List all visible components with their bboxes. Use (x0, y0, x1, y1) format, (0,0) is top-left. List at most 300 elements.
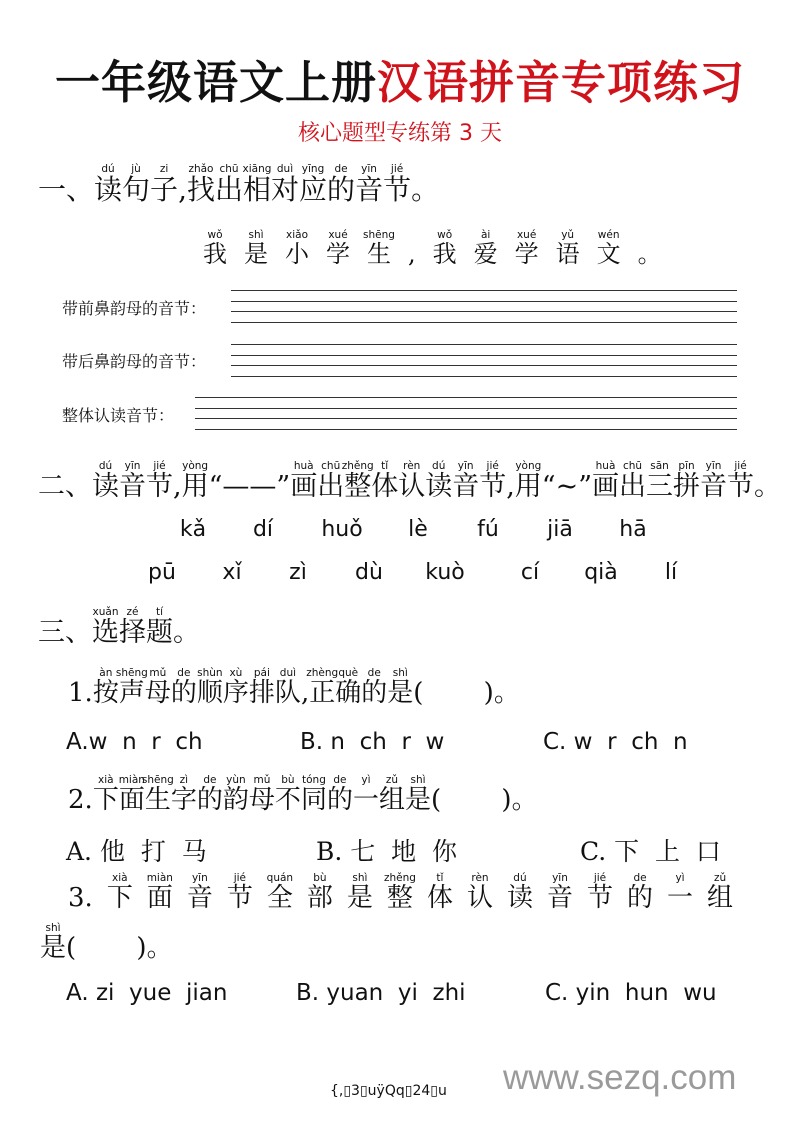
annotated-char (274, 667, 301, 708)
annotated-char (68, 885, 93, 911)
pinyin-annotation: yīng (301, 163, 325, 175)
pinyin-annotation: de (203, 774, 217, 786)
hanzi-text: 的 (327, 173, 356, 206)
hanzi-text: , (178, 173, 187, 206)
q3-option-a[interactable]: A. zi yue jian (66, 980, 228, 1006)
label-whole-syllable: 整体认读音节： (62, 406, 175, 425)
hanzi-text: 应 (299, 173, 328, 206)
annotated-char (299, 163, 328, 206)
pinyin-annotation: xiǎo (286, 229, 308, 241)
hanzi-text: 不 (274, 785, 301, 815)
annotated-char (514, 229, 539, 268)
pinyin-annotation: yīn (361, 163, 377, 175)
hanzi-text: 画 (290, 471, 318, 502)
annotated-char (411, 173, 440, 206)
annotated-char (383, 163, 412, 206)
annotated-char (346, 872, 373, 913)
annotated-char (196, 667, 223, 708)
annotated-char (542, 473, 592, 500)
pinyin-annotation: tóng (302, 774, 326, 786)
q2-option-a[interactable]: A. 他 打 马 (66, 837, 207, 866)
hanzi-text: 音 (355, 173, 384, 206)
annotated-char (673, 460, 701, 502)
annotated-char (92, 460, 119, 502)
writing-line (231, 311, 737, 312)
label-back-nasal: 带后鼻韵母的音节： (62, 352, 207, 371)
hanzi-text: 整 (344, 471, 372, 502)
hanzi-text: 的 (361, 678, 388, 708)
section-3-heading (38, 606, 200, 648)
footer-garbled-text: {,▯3▯uÿQq▯24▯u (330, 1083, 447, 1099)
pinyin-syllable[interactable]: pū (148, 560, 176, 585)
hanzi-text: 的 (196, 785, 223, 815)
pinyin-annotation: ài (480, 229, 491, 241)
annotated-char (92, 774, 119, 815)
annotated-char (638, 242, 662, 266)
pinyin-annotation: xià (98, 774, 114, 786)
hanzi-text: 是 (346, 883, 373, 913)
pinyin-annotation: yùn (226, 774, 246, 786)
q1-option-c[interactable]: C. w r ch n (543, 729, 688, 755)
hanzi-text: 整 (386, 883, 413, 913)
q1-option-a[interactable]: A.w n r ch (66, 729, 203, 755)
annotated-char (727, 460, 755, 502)
hanzi-text: 3. (68, 883, 93, 913)
hanzi-text: 音 (119, 471, 146, 502)
hanzi-text: 部 (306, 883, 333, 913)
pinyin-annotation: wǒ (437, 229, 453, 241)
section-1-heading (38, 163, 440, 206)
pinyin-annotation: tǐ (381, 460, 389, 472)
hanzi-text: 韵 (222, 785, 249, 815)
pinyin-annotation: jié (390, 163, 404, 175)
annotated-char (146, 606, 173, 648)
hanzi-text: 的 (326, 785, 353, 815)
pinyin-annotation: zǔ (713, 872, 727, 884)
annotated-char (222, 667, 249, 708)
hanzi-text: 组 (378, 785, 405, 815)
annotated-char (408, 242, 416, 266)
question-1 (68, 667, 520, 708)
pinyin-annotation: jié (153, 460, 166, 472)
pinyin-annotation: yīn (705, 460, 722, 472)
writing-line (231, 365, 737, 366)
hanzi-text: 读 (92, 471, 119, 502)
annotated-char (426, 872, 453, 913)
annotated-char (361, 667, 388, 708)
writing-line (231, 301, 737, 302)
hanzi-text: 。 (754, 471, 782, 502)
annotated-char (285, 229, 309, 268)
annotated-char (40, 922, 67, 963)
annotated-char (68, 680, 93, 706)
hanzi-text: 。 (637, 240, 662, 268)
pinyin-annotation: bù (281, 774, 295, 786)
pinyin-annotation: jié (486, 460, 499, 472)
annotated-char (248, 667, 275, 708)
annotated-char (466, 872, 493, 913)
pinyin-annotation: quán (266, 872, 294, 884)
pinyin-annotation: chū (622, 460, 643, 472)
hanzi-text: 出 (619, 471, 647, 502)
hanzi-text: 拼 (673, 471, 701, 502)
annotated-char (266, 872, 294, 913)
hanzi-text: 节 (146, 471, 173, 502)
writing-line (231, 344, 737, 345)
pinyin-annotation: huà (293, 460, 314, 472)
pinyin-annotation: yòng (515, 460, 542, 472)
hanzi-text: 音 (452, 471, 480, 502)
pinyin-syllable[interactable]: lí (664, 560, 678, 585)
pinyin-annotation: bù (313, 872, 327, 884)
annotated-char (514, 460, 542, 502)
writing-line (195, 408, 737, 409)
annotated-char (405, 774, 432, 815)
pinyin-annotation: shēng (115, 667, 148, 679)
pinyin-syllable[interactable]: jiā (547, 517, 573, 542)
annotated-char (431, 787, 538, 813)
pinyin-annotation: rèn (403, 460, 421, 472)
pinyin-annotation: huà (595, 460, 616, 472)
hanzi-text: 择 (119, 617, 146, 648)
pinyin-syllable[interactable]: dù (355, 560, 383, 585)
hanzi-text: 读 (506, 883, 533, 913)
annotated-char (383, 872, 416, 913)
hanzi-text: 。 (411, 173, 440, 206)
annotated-char (355, 163, 384, 206)
annotated-char (209, 473, 291, 500)
annotated-char (94, 163, 123, 206)
pinyin-syllable[interactable]: zì (289, 560, 307, 585)
annotated-char (587, 872, 614, 913)
pinyin-annotation: dú (513, 872, 527, 884)
annotated-char (341, 460, 374, 502)
annotated-char (170, 667, 197, 708)
hanzi-text: 音 (546, 883, 573, 913)
hanzi-text: 爱 (473, 240, 498, 268)
hanzi-text: 节 (587, 883, 614, 913)
hanzi-text: 1. (68, 678, 93, 708)
annotated-char (244, 229, 268, 268)
annotated-char (327, 163, 356, 206)
pinyin-annotation: yì (675, 872, 685, 884)
annotated-char (425, 460, 453, 502)
annotated-char (326, 229, 350, 268)
hanzi-text: 是 (405, 785, 432, 815)
pinyin-syllable[interactable]: xǐ (222, 560, 242, 585)
pinyin-annotation: yǔ (561, 229, 575, 241)
pinyin-annotation: shì (45, 922, 61, 934)
annotated-char (352, 774, 379, 815)
pinyin-annotation: zǔ (385, 774, 399, 786)
annotated-char (196, 774, 223, 815)
hanzi-text: 认 (466, 883, 493, 913)
pinyin-annotation: zi (159, 163, 169, 175)
hanzi-text: 我 (432, 240, 457, 268)
annotated-char (115, 667, 148, 708)
annotated-char (479, 460, 507, 502)
pinyin-syllable[interactable]: kuò (425, 560, 465, 585)
annotated-char (398, 460, 426, 502)
annotated-char (186, 163, 215, 206)
annotated-char (592, 460, 620, 502)
pinyin-syllable[interactable]: qià (584, 560, 618, 585)
pinyin-annotation: zhěng (341, 460, 374, 472)
label-front-nasal: 带前鼻韵母的音节： (62, 299, 207, 318)
hanzi-text: “——” (208, 471, 291, 502)
hanzi-text: 2. (68, 785, 93, 815)
annotated-char (627, 872, 654, 913)
annotated-char (186, 872, 213, 913)
hanzi-text: 是 (40, 933, 67, 963)
pinyin-annotation: xià (112, 872, 128, 884)
annotated-char (106, 872, 133, 913)
hanzi-text: , (506, 471, 515, 502)
pinyin-annotation: yòng (182, 460, 209, 472)
hanzi-text: 对 (271, 173, 300, 206)
hanzi-text: “~” (541, 471, 593, 502)
annotated-char (473, 229, 498, 268)
hanzi-text: , (300, 678, 310, 708)
annotated-char (92, 606, 119, 648)
q2-option-c[interactable]: C. 下 上 口 (580, 837, 721, 866)
pinyin-annotation: jù (131, 163, 141, 175)
hanzi-text: 排 (248, 678, 275, 708)
hanzi-text: 序 (222, 678, 249, 708)
pinyin-annotation: chū (321, 460, 341, 472)
annotated-char (144, 667, 171, 708)
pinyin-annotation: xù (229, 667, 243, 679)
annotated-char (226, 872, 253, 913)
annotated-char (146, 460, 173, 502)
pinyin-annotation: xuǎn (92, 606, 119, 618)
hanzi-text: 音 (700, 471, 728, 502)
annotated-char (68, 787, 93, 813)
pinyin-annotation: yīn (124, 460, 141, 472)
pinyin-syllable[interactable]: kǎ (179, 517, 207, 542)
annotated-char (646, 460, 674, 502)
hanzi-text: 找 (186, 173, 215, 206)
pinyin-annotation: jié (734, 460, 747, 472)
pinyin-annotation: dú (98, 460, 113, 472)
q3-option-b[interactable]: B. yuan yi zhi (296, 980, 466, 1006)
pinyin-annotation: shì (392, 667, 408, 679)
annotated-char (118, 774, 145, 815)
pinyin-syllable[interactable]: fú (477, 517, 499, 542)
annotated-char (306, 667, 339, 708)
hanzi-text: 节 (727, 471, 755, 502)
hanzi-text: 生 (367, 240, 391, 268)
pinyin-annotation: pái (253, 667, 270, 679)
annotated-char (335, 667, 362, 708)
hanzi-text: 一 (352, 785, 379, 815)
annotated-char (555, 229, 580, 268)
pinyin-annotation: yīn (457, 460, 474, 472)
annotated-char (119, 606, 146, 648)
hanzi-text: 确 (335, 678, 362, 708)
pinyin-annotation: zhèng (306, 667, 339, 679)
hanzi-text: 相 (243, 173, 272, 206)
annotated-char (667, 872, 694, 913)
section-2-heading (38, 460, 782, 502)
annotated-char (387, 667, 414, 708)
hanzi-text: 文 (596, 240, 621, 268)
annotated-char (203, 229, 227, 268)
hanzi-text: , (173, 471, 182, 502)
pinyin-annotation: shì (410, 774, 426, 786)
q3-option-c[interactable]: C. yin hun wu (545, 980, 717, 1006)
hanzi-text: ( )。 (431, 785, 538, 815)
annotated-char (371, 460, 399, 502)
pinyin-annotation: mǔ (149, 667, 167, 679)
hanzi-text: 。 (173, 617, 200, 648)
pinyin-annotation: de (633, 872, 647, 884)
page-subtitle: 核心题型专练第 3 天 (298, 121, 502, 146)
annotated-char (38, 619, 92, 646)
question-3 (68, 872, 734, 913)
pinyin-annotation: shēng (141, 774, 174, 786)
hanzi-text: 队 (274, 678, 301, 708)
pinyin-annotation: yīn (191, 872, 208, 884)
hanzi-text: 下 (92, 785, 119, 815)
annotated-char (214, 163, 243, 206)
hanzi-text: , (408, 240, 416, 268)
q1-option-b[interactable]: B. n ch r w (300, 729, 445, 755)
pinyin-annotation: yīn (552, 872, 568, 884)
annotated-char (38, 473, 92, 500)
hanzi-text: 我 (203, 240, 227, 268)
pinyin-annotation: jié (593, 872, 607, 884)
pinyin-syllable[interactable]: dí (252, 517, 274, 542)
annotated-char (506, 473, 515, 500)
annotated-char (754, 473, 781, 500)
title-red: 汉语拼音专项练习 (377, 56, 746, 109)
hanzi-text: 面 (146, 883, 173, 913)
pinyin-annotation: sān (650, 460, 669, 472)
hanzi-text: 选 (92, 617, 119, 648)
title-black: 一年级语文上册 (54, 56, 377, 109)
pinyin-annotation: miàn (146, 872, 173, 884)
writing-line (195, 429, 737, 430)
annotated-char (141, 774, 174, 815)
pinyin-annotation: mǔ (253, 774, 271, 786)
annotated-char (242, 163, 272, 206)
hanzi-text: 语 (555, 240, 580, 268)
annotated-char (596, 229, 621, 268)
annotated-char (317, 460, 345, 502)
writing-line (231, 322, 737, 323)
pinyin-annotation: xiāng (242, 163, 272, 175)
pinyin-annotation: wén (597, 229, 620, 241)
annotated-char (173, 619, 200, 646)
hanzi-text: 节 (226, 883, 253, 913)
question-2 (68, 774, 538, 815)
hanzi-text: 三、 (38, 617, 92, 648)
pinyin-annotation: què (338, 667, 359, 679)
pinyin-syllable[interactable]: lè (408, 517, 428, 542)
pinyin-syllable[interactable]: huǒ (321, 517, 363, 542)
pinyin-syllable[interactable]: cí (520, 560, 540, 585)
hanzi-text: 全 (266, 883, 293, 913)
hanzi-text: 认 (398, 471, 426, 502)
annotated-char (92, 667, 119, 708)
pinyin-annotation: zhěng (383, 872, 416, 884)
hanzi-text: 的 (627, 883, 654, 913)
writing-line (195, 418, 737, 419)
hanzi-text: 用 (514, 471, 542, 502)
pinyin-annotation: zhǎo (188, 163, 214, 175)
annotated-char (271, 163, 300, 206)
hanzi-text: 体 (426, 883, 453, 913)
hanzi-text: 读 (94, 173, 123, 206)
hanzi-text: 字 (170, 785, 197, 815)
hanzi-text: 是 (244, 240, 268, 268)
annotated-char (222, 774, 249, 815)
pinyin-annotation: shēng (363, 229, 395, 241)
pinyin-annotation: shùn (197, 667, 223, 679)
hanzi-text: 的 (170, 678, 197, 708)
hanzi-text: 母 (248, 785, 275, 815)
section-1-sentence (203, 229, 662, 268)
pinyin-annotation: tí (155, 606, 164, 618)
annotated-char (619, 460, 647, 502)
annotated-char (301, 680, 309, 706)
pinyin-annotation: rèn (471, 872, 489, 884)
annotated-char (119, 460, 146, 502)
hanzi-text: 出 (317, 471, 345, 502)
annotated-char (306, 872, 333, 913)
hanzi-text: 一、 (38, 173, 95, 206)
writing-line (231, 376, 737, 377)
hanzi-text: 体 (371, 471, 399, 502)
hanzi-text: 题 (146, 617, 173, 648)
pinyin-syllable[interactable]: hā (619, 517, 647, 542)
pinyin-annotation: de (177, 667, 191, 679)
annotated-char (546, 872, 573, 913)
pinyin-annotation: tǐ (436, 872, 444, 884)
hanzi-text: 下 (106, 883, 133, 913)
writing-line (231, 355, 737, 356)
annotated-char (290, 460, 318, 502)
hanzi-text: 同 (300, 785, 327, 815)
writing-line (195, 397, 737, 398)
pinyin-annotation: de (333, 774, 347, 786)
annotated-char (248, 774, 275, 815)
annotated-char (363, 229, 395, 268)
hanzi-text: 生 (144, 785, 171, 815)
hanzi-text: 小 (285, 240, 309, 268)
annotated-char (700, 460, 728, 502)
q2-option-b[interactable]: B. 七 地 你 (316, 837, 458, 866)
annotated-char (432, 229, 457, 268)
hanzi-text: 句 (122, 173, 151, 206)
hanzi-text: 学 (326, 240, 350, 268)
hanzi-text: ( )。 (413, 678, 520, 708)
pinyin-annotation: miàn (118, 774, 145, 786)
hanzi-text: 母 (144, 678, 171, 708)
hanzi-text: 三 (646, 471, 674, 502)
pinyin-annotation: dú (101, 163, 115, 175)
pinyin-annotation: duì (279, 667, 297, 679)
annotated-char (326, 774, 353, 815)
pinyin-annotation: chū (219, 163, 239, 175)
annotated-char (274, 774, 301, 815)
annotated-char (170, 774, 197, 815)
annotated-char (300, 774, 327, 815)
annotated-char (181, 460, 209, 502)
pinyin-annotation: zì (179, 774, 189, 786)
hanzi-text: 是 (387, 678, 414, 708)
